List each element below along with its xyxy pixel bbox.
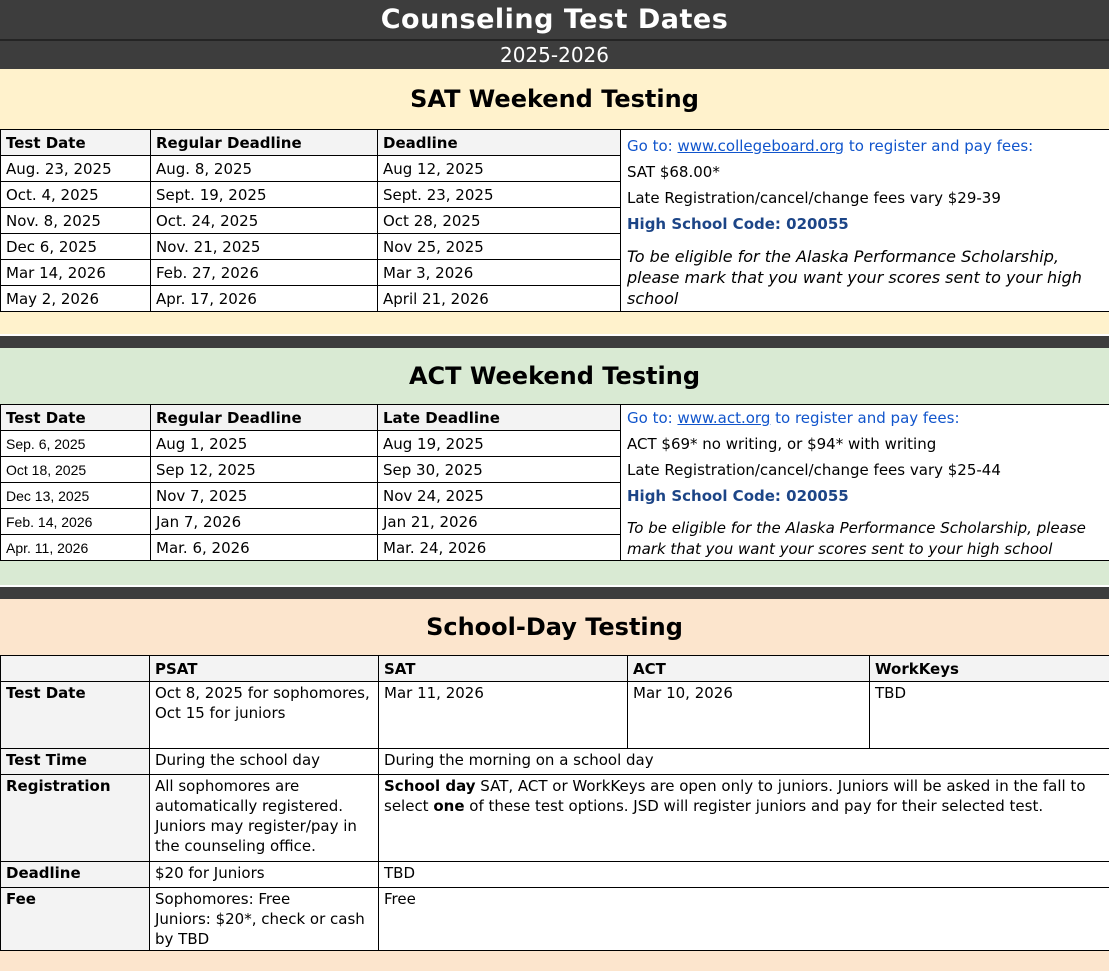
act-dates-table <box>0 404 1109 561</box>
schoolday-section-heading: School-Day Testing <box>426 613 683 641</box>
act-org-link[interactable]: www.act.org <box>677 409 771 427</box>
table-cell: Sep. 6, 2025 <box>1 431 151 457</box>
table-cell: Nov 7, 2025 <box>151 483 378 509</box>
table-cell: Sep 12, 2025 <box>151 457 378 483</box>
sat-section-heading: SAT Weekend Testing <box>410 85 699 113</box>
merged-cell <box>379 775 1109 862</box>
scholarship-note: To be eligible for the Alaska Performance Scholarship, please mark that you want your scores sent to your high school <box>627 246 1082 308</box>
table-header-row <box>1 405 1109 431</box>
column-header: Late Deadline <box>378 405 621 431</box>
sat-info-cell <box>621 130 1109 312</box>
table-cell: Dec 13, 2025 <box>1 483 151 509</box>
table-cell: Jan 7, 2026 <box>151 509 378 535</box>
sat-register-line <box>627 133 1103 159</box>
column-header: Deadline <box>378 130 621 156</box>
table-cell: Aug. 23, 2025 <box>1 156 151 182</box>
row-label-deadline: Deadline <box>1 862 150 888</box>
sat-fee-line: SAT $68.00* <box>627 162 720 181</box>
table-cell: Mar 3, 2026 <box>378 260 621 286</box>
section-divider-bar <box>0 587 1109 599</box>
table-cell: Nov. 8, 2025 <box>1 208 151 234</box>
table-cell: Mar. 24, 2026 <box>378 535 621 561</box>
text: of these test options. JSD will register juniors and pay for their selected test. <box>464 797 1044 815</box>
table-cell: Oct 28, 2025 <box>378 208 621 234</box>
act-section <box>0 348 1109 585</box>
column-header: Test Date <box>1 130 151 156</box>
scholarship-note: To be eligible for the Alaska Performance Scholarship, please mark that you want your scores sent to your high school <box>627 519 1086 558</box>
column-header-act: ACT <box>628 656 870 682</box>
goto-prefix: Go to: <box>627 136 678 155</box>
sat-dates-table <box>0 129 1109 312</box>
table-cell: Nov 25, 2025 <box>378 234 621 260</box>
text: SAT, ACT or WorkKeys are open only to juniors. Juniors will be asked in the fall to select <box>384 777 1086 815</box>
table-row <box>1 888 1109 951</box>
table-cell: All sophomores are automatically registered. Juniors may register/pay in the counseling office. <box>150 775 379 862</box>
column-header-sat: SAT <box>379 656 628 682</box>
table-cell: Feb. 14, 2026 <box>1 509 151 535</box>
table-cell: May 2, 2026 <box>1 286 151 312</box>
section-divider-bar <box>0 336 1109 348</box>
table-cell: Aug 1, 2025 <box>151 431 378 457</box>
table-cell <box>150 888 379 951</box>
table-cell: Mar 10, 2026 <box>628 682 870 749</box>
act-info-cell <box>621 405 1109 561</box>
column-header-workkeys: WorkKeys <box>870 656 1109 682</box>
table-cell: Feb. 27, 2026 <box>151 260 378 286</box>
act-section-heading: ACT Weekend Testing <box>408 362 700 390</box>
table-row <box>1 749 1109 775</box>
row-label-registration: Registration <box>1 775 150 862</box>
act-fee-line: ACT $69* no writing, or $94* with writing <box>627 435 937 453</box>
fee-line-juniors: Juniors: $20*, check or cash by TBD <box>155 910 365 948</box>
column-header: Regular Deadline <box>151 130 378 156</box>
page-title: Counseling Test Dates <box>380 4 729 35</box>
table-cell: Sept. 19, 2025 <box>151 182 378 208</box>
row-label-test-time: Test Time <box>1 749 150 775</box>
page-subtitle: 2025-2026 <box>499 43 609 67</box>
column-header: Test Date <box>1 405 151 431</box>
table-cell: Mar 14, 2026 <box>1 260 151 286</box>
column-header-psat: PSAT <box>150 656 379 682</box>
row-label-fee: Fee <box>1 888 150 951</box>
schoolday-section <box>0 599 1109 971</box>
table-cell: TBD <box>870 682 1109 749</box>
table-cell: Jan 21, 2026 <box>378 509 621 535</box>
table-cell: During the school day <box>150 749 379 775</box>
high-school-code: High School Code: 020055 <box>627 214 849 233</box>
page-header <box>0 0 1109 69</box>
fee-line-sophomores: Sophomores: Free <box>155 890 291 908</box>
table-row <box>1 682 1109 749</box>
goto-suffix: to register and pay fees: <box>844 136 1034 155</box>
sat-section <box>0 69 1109 334</box>
sat-late-fee-line: Late Registration/cancel/change fees vary $29-39 <box>627 188 1001 207</box>
table-cell: Aug. 8, 2025 <box>151 156 378 182</box>
column-header: Regular Deadline <box>151 405 378 431</box>
merged-cell: Free <box>379 888 1109 951</box>
table-cell: Nov. 21, 2025 <box>151 234 378 260</box>
table-cell: $20 for Juniors <box>150 862 379 888</box>
table-cell: Oct. 4, 2025 <box>1 182 151 208</box>
table-cell: Oct 8, 2025 for sophomores, Oct 15 for juniors <box>150 682 379 749</box>
table-cell: Oct. 24, 2025 <box>151 208 378 234</box>
goto-prefix: Go to: <box>627 409 678 427</box>
bold-text: School day <box>384 777 476 795</box>
table-cell: Aug 19, 2025 <box>378 431 621 457</box>
table-header-row <box>1 130 1109 156</box>
header-subtitle-band <box>0 41 1109 69</box>
merged-cell: During the morning on a school day <box>379 749 1109 775</box>
row-label-test-date: Test Date <box>1 682 150 749</box>
corner-cell <box>1 656 150 682</box>
table-cell: Oct 18, 2025 <box>1 457 151 483</box>
table-header-row <box>1 656 1109 682</box>
collegeboard-link[interactable]: www.collegeboard.org <box>677 136 845 155</box>
table-cell: Nov 24, 2025 <box>378 483 621 509</box>
table-cell: Aug 12, 2025 <box>378 156 621 182</box>
table-cell: Mar. 6, 2026 <box>151 535 378 561</box>
table-cell: Mar 11, 2026 <box>379 682 628 749</box>
schoolday-table <box>0 655 1109 951</box>
bold-text: one <box>433 797 465 815</box>
goto-suffix: to register and pay fees: <box>770 409 960 427</box>
merged-cell: TBD <box>379 862 1109 888</box>
header-title-band <box>0 0 1109 41</box>
act-late-fee-line: Late Registration/cancel/change fees vary $25-44 <box>627 461 1001 479</box>
table-cell: Apr. 17, 2026 <box>151 286 378 312</box>
table-row <box>1 862 1109 888</box>
act-register-line <box>627 405 1103 431</box>
table-cell: Sept. 23, 2025 <box>378 182 621 208</box>
table-row <box>1 775 1109 862</box>
high-school-code: High School Code: 020055 <box>627 487 849 505</box>
table-cell: Dec 6, 2025 <box>1 234 151 260</box>
table-cell: April 21, 2026 <box>378 286 621 312</box>
table-cell: Apr. 11, 2026 <box>1 535 151 561</box>
table-cell: Sep 30, 2025 <box>378 457 621 483</box>
